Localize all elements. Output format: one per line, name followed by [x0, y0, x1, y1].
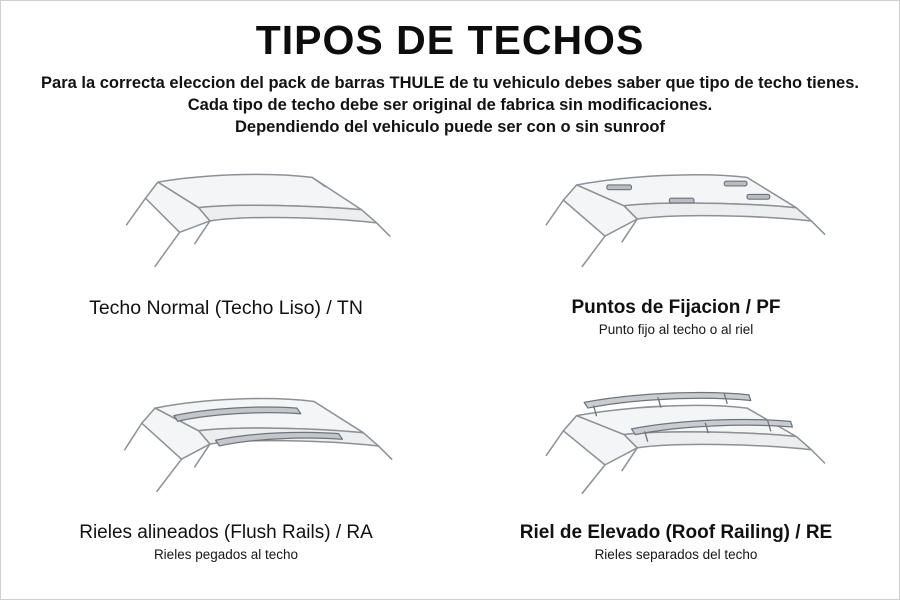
subtitle-line-1: Para la correcta eleccion del pack de barras THULE de tu vehiculo debes saber que tipo de techo tienes. — [41, 74, 859, 92]
page-subtitle — [1, 72, 899, 138]
car-roof-fixpoints-icon — [451, 149, 900, 291]
roof-type-caption: Rieles alineados (Flush Rails) / RA — [79, 522, 373, 543]
subtitle-line-3: Dependiendo del vehiculo puede ser con o sin sunroof — [235, 118, 665, 136]
subtitle-line-2: Cada tipo de techo debe ser original de fabrica sin modificaciones. — [187, 96, 713, 114]
caption-block — [1, 522, 451, 562]
roof-type-card-puntos-fijacion — [451, 149, 900, 374]
page-title: TIPOS DE TECHOS — [255, 17, 645, 63]
caption-block — [1, 297, 451, 320]
roof-type-caption: Riel de Elevado (Roof Railing) / RE — [519, 522, 833, 543]
roof-type-card-techo-normal — [1, 149, 451, 374]
roof-type-subcaption: Rieles pegados al techo — [153, 547, 299, 562]
roof-type-caption: Puntos de Fijacion / PF — [571, 297, 781, 318]
roof-type-card-riel-elevado — [451, 374, 900, 599]
caption-block — [451, 522, 900, 562]
roof-type-card-rieles-alineados — [1, 374, 451, 599]
car-roof-plain-icon — [1, 149, 451, 291]
roof-type-caption: Techo Normal (Techo Liso) / TN — [89, 297, 363, 319]
car-roof-raised-railing-icon — [451, 374, 900, 516]
roof-types-grid — [1, 149, 900, 599]
roof-type-subcaption: Rieles separados del techo — [594, 547, 758, 562]
caption-block — [451, 297, 900, 337]
roof-type-subcaption: Punto fijo al techo o al riel — [598, 322, 754, 337]
car-roof-flush-rails-icon — [1, 374, 451, 516]
